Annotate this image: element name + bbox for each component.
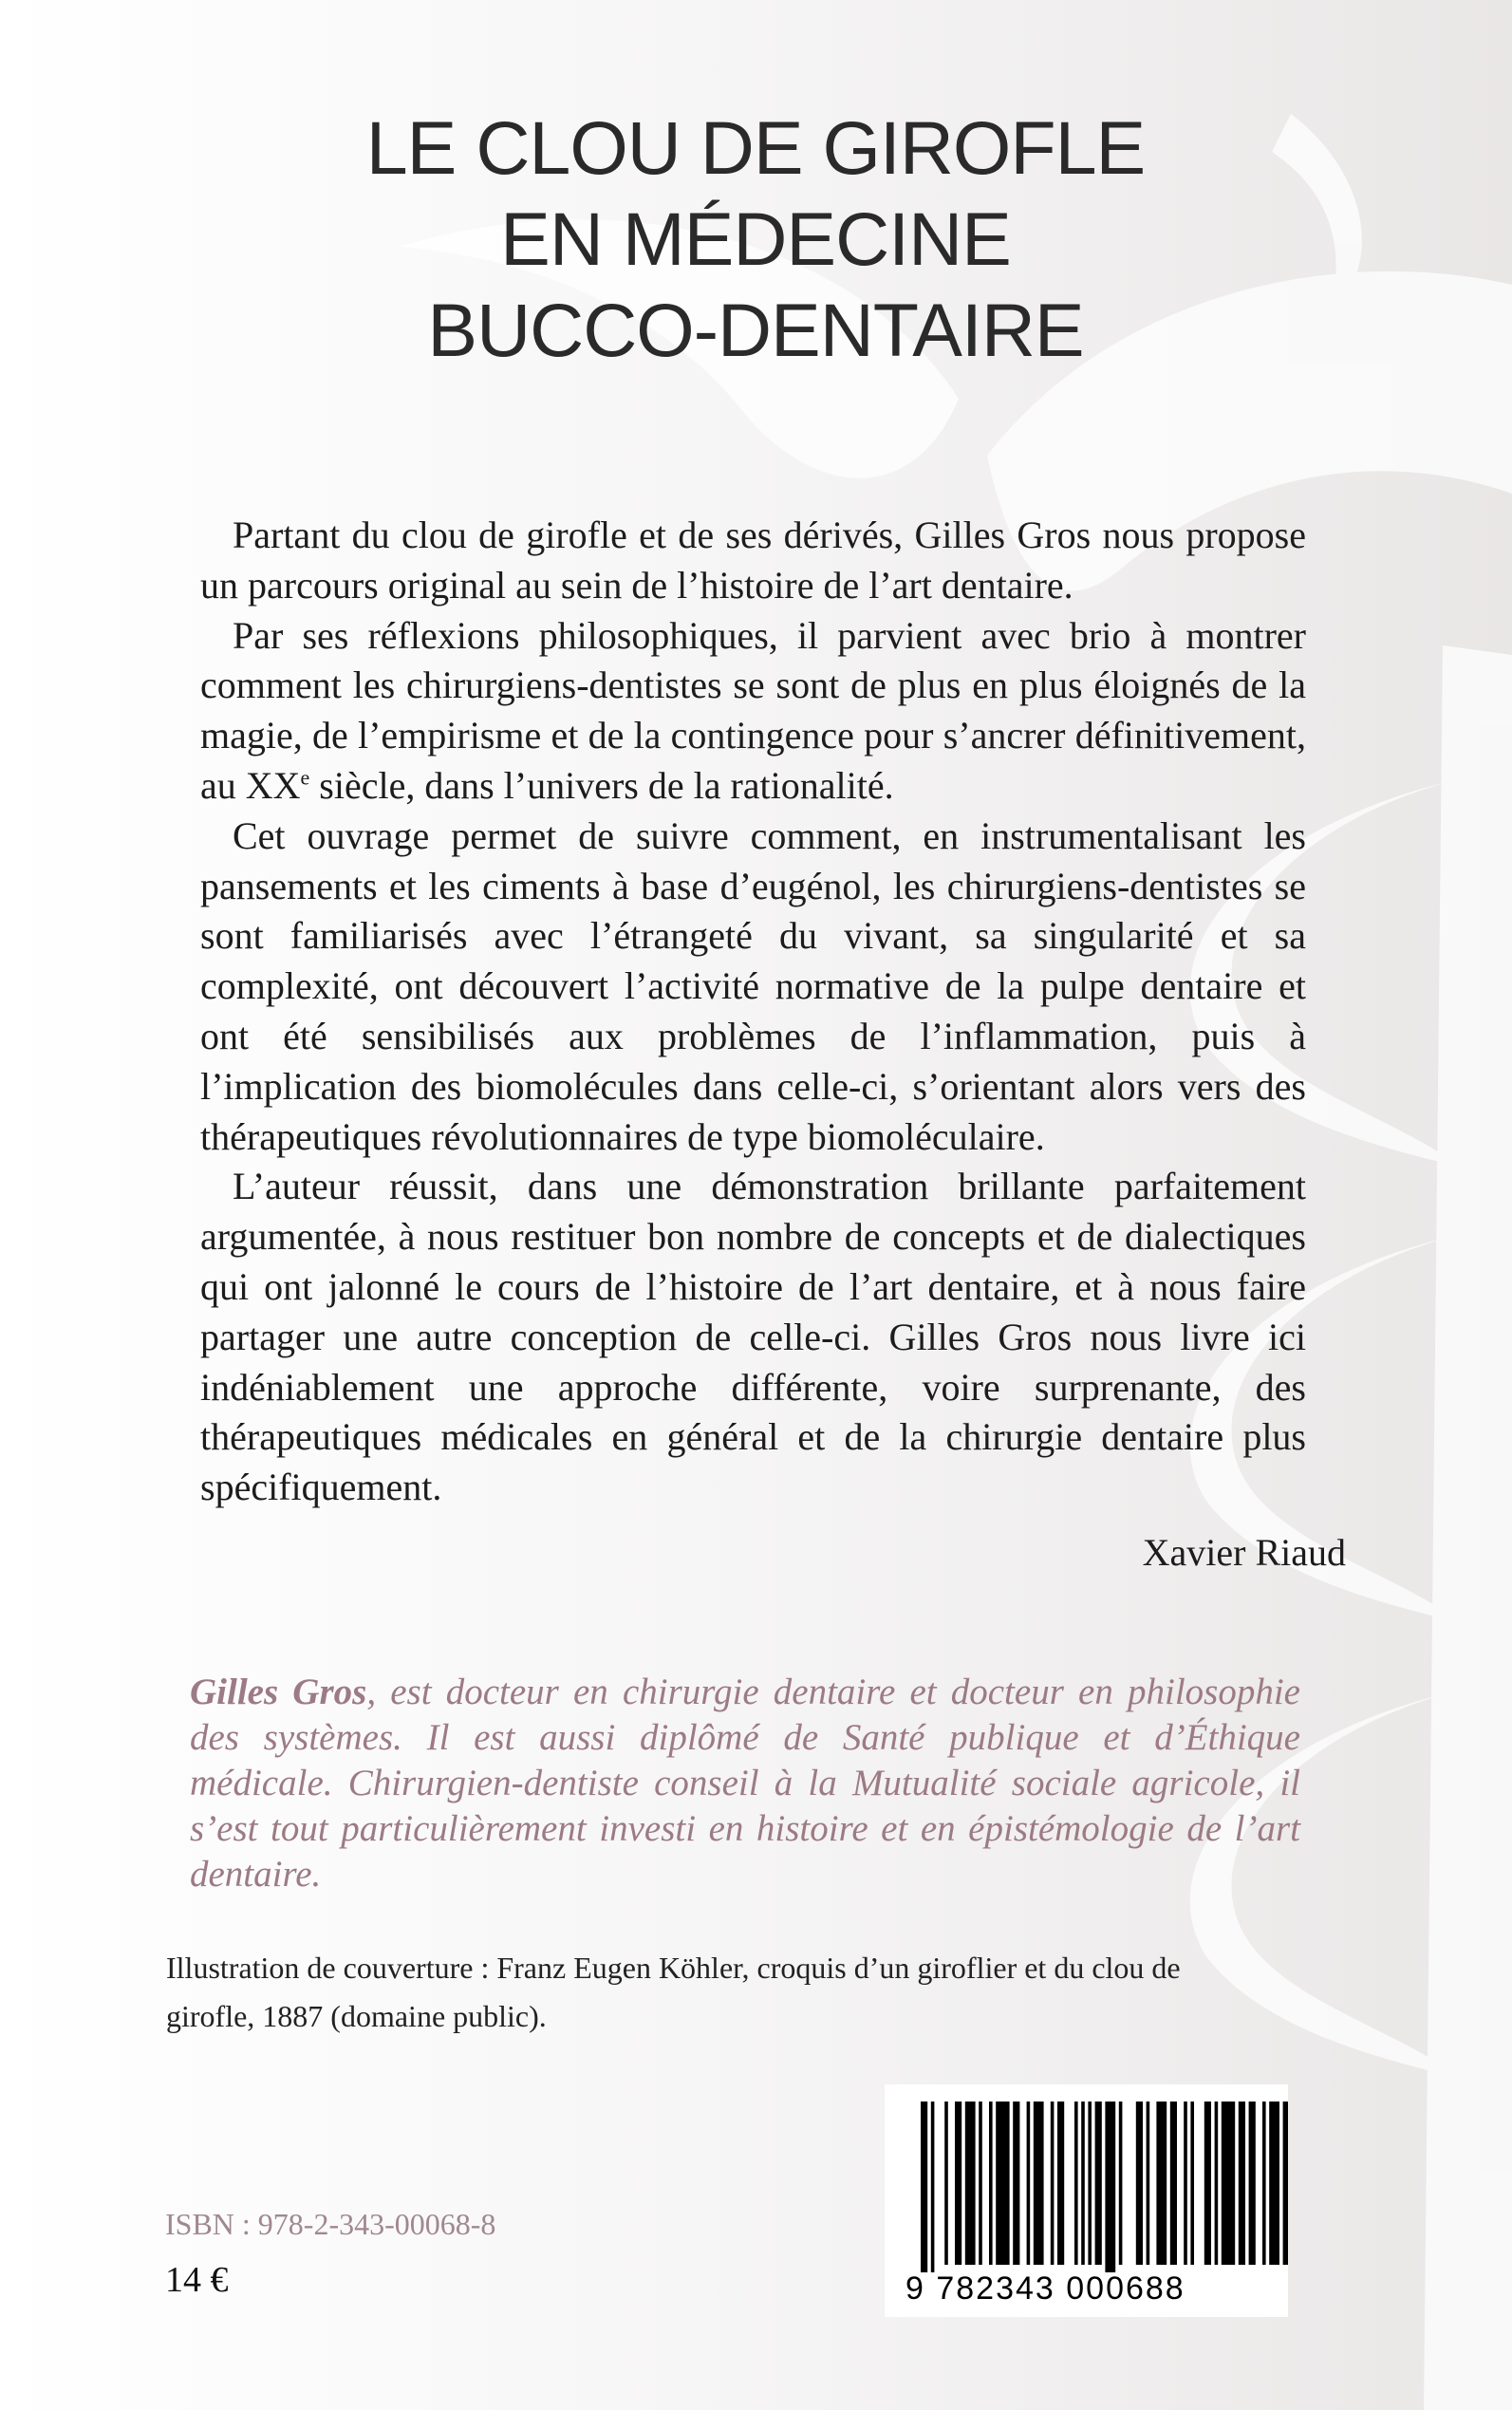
barcode-bar xyxy=(1215,2102,1219,2265)
barcode-bar xyxy=(1249,2102,1256,2265)
barcode-bar xyxy=(1156,2102,1167,2265)
barcode-bar xyxy=(1184,2102,1187,2265)
barcode-bar xyxy=(1147,2102,1150,2265)
title-line: LE CLOU DE GIROFLE xyxy=(365,105,1146,190)
barcode-bar xyxy=(1269,2102,1279,2265)
barcode-bar xyxy=(1222,2102,1235,2265)
barcode-bar xyxy=(1239,2102,1245,2265)
barcode-bar xyxy=(1204,2102,1211,2265)
barcode-bar xyxy=(1074,2102,1078,2265)
century-superscript: e xyxy=(300,765,310,790)
barcode xyxy=(885,2084,1288,2317)
isbn-label: ISBN : 978-2-343-00068-8 xyxy=(165,2207,496,2241)
barcode-bar xyxy=(1088,2102,1092,2265)
summary-paragraph xyxy=(200,611,1306,812)
barcode-bar xyxy=(989,2102,993,2265)
author-bio-text: , est docteur en chirurgie dentaire et docteur en philosophie des systèmes. Il est aussi diplômé de Santé publique et d’Éthique médicale. Chirurgien-dentiste conseil à la Mutualité sociale agricole, il s’est tout particulièrement investi en histoire et en épistémologie de l’art dentaire. xyxy=(190,1672,1300,1895)
price-label: 14 € xyxy=(165,2260,229,2300)
book-summary xyxy=(200,511,1306,1513)
illustration-credit: Illustration de couverture : Franz Eugen Köhler, croquis d’un giroflier et du clou de girofle, 1887 (domaine public). xyxy=(166,1951,1181,2033)
barcode-digits: 9 782343 000688 xyxy=(905,2270,1185,2307)
barcode-bar xyxy=(965,2102,976,2265)
title-line: BUCCO-DENTAIRE xyxy=(427,288,1084,372)
summary-signature: Xavier Riaud xyxy=(1142,1531,1346,1574)
author-bio xyxy=(190,1670,1300,1897)
barcode-bar xyxy=(1034,2102,1044,2265)
barcode-bar xyxy=(996,2102,1009,2265)
summary-text: siècle, dans l’univers de la rationalité. xyxy=(309,763,894,807)
barcode-bar xyxy=(1013,2102,1019,2265)
barcode-bar xyxy=(1057,2102,1064,2265)
barcode-bar xyxy=(1283,2102,1288,2265)
barcode-bar xyxy=(944,2102,948,2265)
barcode-bar xyxy=(955,2102,961,2265)
barcode-bar xyxy=(1119,2102,1123,2265)
barcode-bar xyxy=(1081,2102,1085,2265)
barcode-bar xyxy=(1105,2102,1115,2272)
barcode-bar xyxy=(1170,2102,1177,2265)
author-name: Gilles Gros xyxy=(190,1672,367,1712)
barcode-bar xyxy=(979,2102,982,2265)
book-title xyxy=(281,103,1230,376)
summary-text: Par ses réflexions philosophiques, il parvient avec brio à montrer comment les chirurgiens-dentistes se sont de plus en plus éloignés de la magie, de l’empirisme et de la contingence pour s’ancrer définitivement, au XX xyxy=(200,613,1306,807)
title-line: EN MÉDECINE xyxy=(500,196,1011,281)
barcode-bar xyxy=(1136,2102,1143,2265)
barcode-bar xyxy=(1051,2102,1055,2265)
barcode-bar xyxy=(921,2102,927,2272)
summary-paragraph: Cet ouvrage permet de suivre comment, en instrumentalisant les pansements et les ciments à base d’eugénol, les chirurgiens-dentistes se sont familiarisés avec l’étrangeté du vivant, sa singularité et sa complexité, ont découvert l’activité normative de la pulpe dentaire et ont été sensibilisés aux problèmes de l’inflammation, puis à l’implication des biomolécules dans celle-ci, s’orientant alors vers des thérapeutiques révolutionnaires de type biomoléculaire. xyxy=(200,813,1306,1158)
barcode-bar xyxy=(1027,2102,1031,2265)
barcode-bar xyxy=(931,2102,935,2272)
barcode-bar xyxy=(1190,2102,1194,2265)
barcode-bar xyxy=(1262,2102,1266,2265)
summary-paragraph: Partant du clou de girofle et de ses dérivés, Gilles Gros nous propose un parcours original au sein de l’histoire de l’art dentaire. xyxy=(200,514,1306,607)
barcode-bar xyxy=(1095,2102,1102,2265)
summary-paragraph: L’auteur réussit, dans une démonstration brillante parfaitement argumentée, à nous restituer bon nombre de concepts et de dialectiques qui ont jalonné le cours de l’histoire de l’art dentaire, et à nous faire partager une autre conception de celle-ci. Gilles Gros nous livre ici indéniablement une approche différente, voire surprenante, des thérapeutiques médicales en général et de la chirurgie dentaire plus spécifiquement. xyxy=(200,1165,1306,1509)
